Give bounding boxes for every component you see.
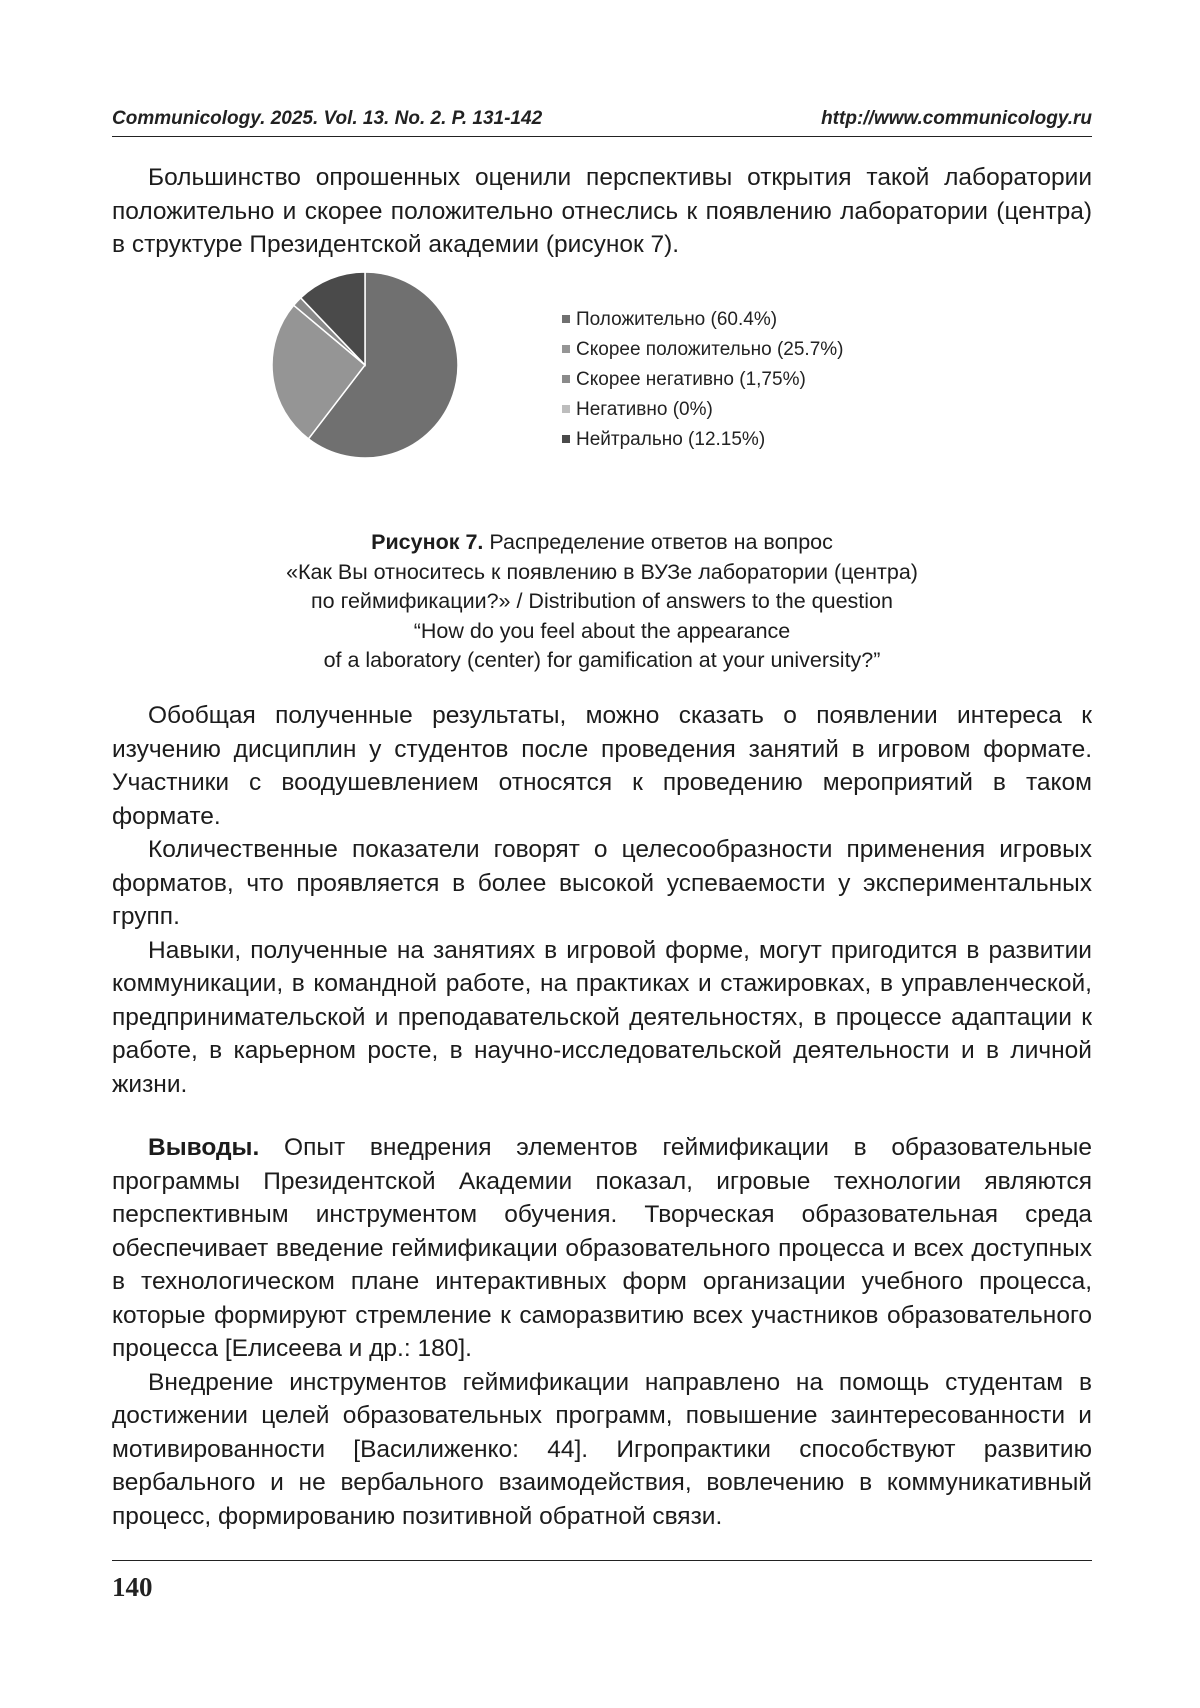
intro-paragraph-block: [112, 161, 1092, 262]
body-paragraph: Навыки, полученные на занятиях в игровой форме, могут пригодится в развитии коммуникации, в командной работе, на практиках и стажировках, в управленческой, предпринимательской и преподавательской деятельностях, в процессе адаптации к работе, в карьерном росте, в научно-исследовательской деятельности и в личной жизни.: [112, 936, 1092, 1098]
legend-item: [562, 365, 843, 395]
body-paragraph: Количественные показатели говорят о целесообразности применения игровых форматов, что проявляется в более высокой успеваемости у экспериментальных групп.: [112, 836, 1092, 930]
conclusions-heading: Выводы.: [148, 1134, 260, 1161]
legend-swatch: [562, 345, 570, 353]
footer-divider: [112, 1560, 1092, 1561]
running-header: [112, 106, 1092, 137]
page-number: 140: [112, 1572, 153, 1602]
legend-item: [562, 395, 843, 425]
results-section: [112, 699, 1092, 1101]
figure-caption: [112, 528, 1092, 676]
conclusions-section: [112, 1131, 1092, 1533]
legend-label: Нейтрально (12.15%): [576, 429, 766, 450]
conclusions-text: Опыт внедрения элементов геймификации в образовательные программы Президентской Академии показал, игровые технологии являются перспективным инструментом обучения. Творческая образовательная среда обеспечивает введение геймификации образовательного процесса и всех доступных в технологическом плане интерактивных форм организации учебного процесса, которые формируют стремление к саморазвитию всех участников образовательного процесса [Елисеева и др.: 180].: [112, 1134, 1092, 1362]
body-paragraph: Внедрение инструментов геймификации направлено на помощь студентам в достижении целей образовательных программ, повышение заинтересованности и мотивированности [Василиженко: 44]. Игропрактики способствуют развитию вербального и не вербального взаимодействия, вовлечению в коммуникативный процесс, формированию позитивной обратной связи.: [112, 1368, 1092, 1530]
caption-line: “How do you feel about the appearance: [413, 618, 791, 643]
legend-label: Скорее положительно (25.7%): [576, 339, 844, 360]
caption-line: «Как Вы относитесь к появлению в ВУЗе лаборатории (центра): [286, 559, 918, 584]
legend-label: Негативно (0%): [576, 399, 713, 420]
legend-swatch: [562, 435, 570, 443]
journal-citation: Communicology. 2025. Vol. 13. No. 2. P. 131-142: [112, 108, 543, 129]
legend-swatch: [562, 405, 570, 413]
legend-swatch: [562, 375, 570, 383]
legend-swatch: [562, 315, 570, 323]
pie-chart: [270, 270, 460, 460]
journal-url[interactable]: http://www.communicology.ru: [821, 108, 1092, 129]
figure-label: Рисунок 7.: [371, 530, 484, 554]
caption-line: Распределение ответов на вопрос: [489, 530, 833, 554]
legend-label: Скорее негативно (1,75%): [576, 369, 806, 390]
intro-paragraph: Большинство опрошенных оценили перспективы открытия такой лаборатории положительно и скорее положительно отнеслись к появлению лаборатории (центра) в структуре Президентской академии (рисунок 7).: [112, 164, 1092, 258]
chart-legend: [562, 305, 843, 455]
caption-line: of a laboratory (center) for gamification at your university?”: [323, 648, 881, 672]
legend-item: [562, 335, 843, 365]
caption-line: по геймификации?» / Distribution of answers to the question: [311, 589, 893, 613]
legend-label: Положительно (60.4%): [576, 309, 778, 330]
conclusions-paragraph: [112, 1131, 1092, 1366]
legend-item: [562, 305, 843, 335]
legend-item: [562, 425, 843, 455]
body-paragraph: Обобщая полученные результаты, можно сказать о появлении интереса к изучению дисциплин у студентов после проведения занятий в игровом формате. Участники с воодушевлением относятся к проведению мероприятий в таком формате.: [112, 702, 1092, 830]
